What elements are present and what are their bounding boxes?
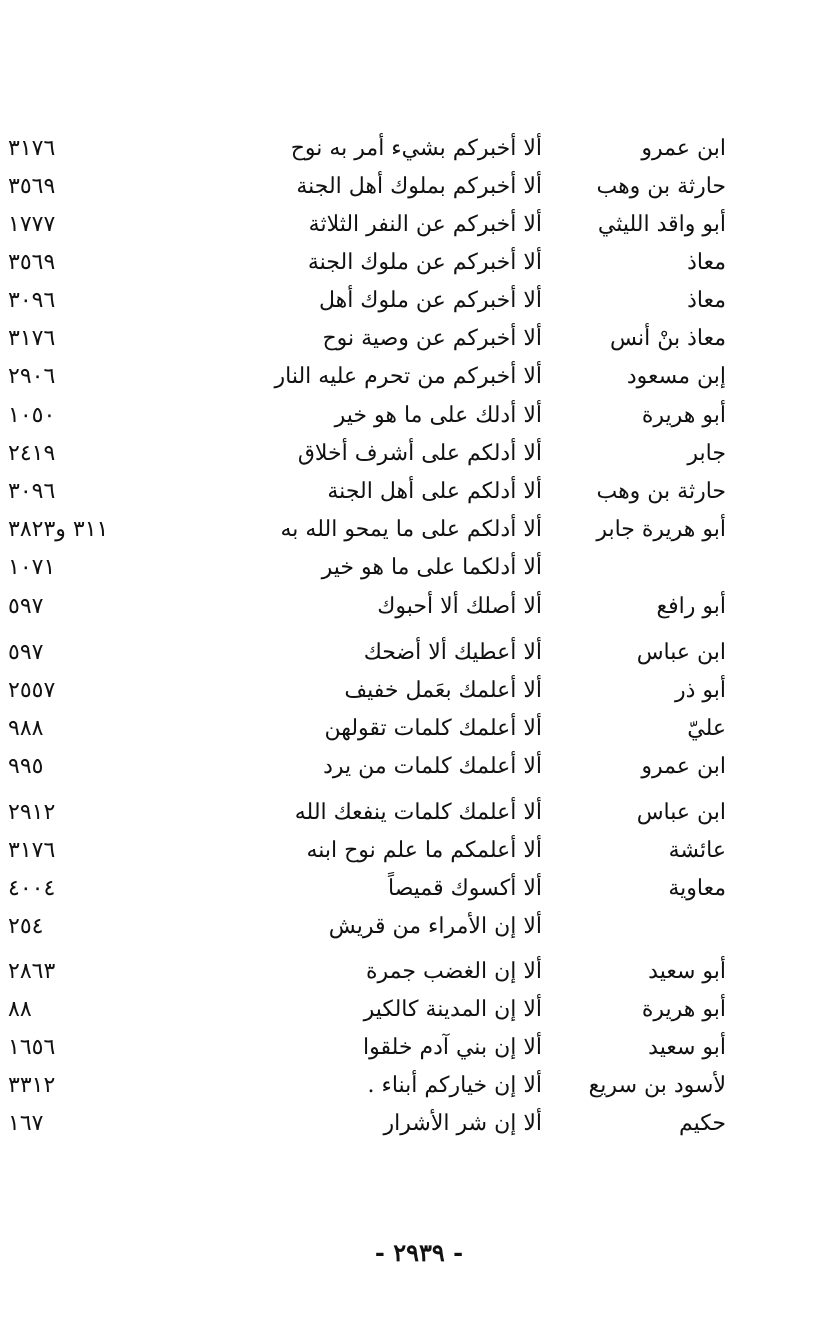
narrator-name: أبو هريرة — [641, 997, 726, 1022]
hadith-opening: ألا أخبركم عن النفر الثلاثة — [308, 212, 542, 237]
hadith-number: ١٠٧١ — [8, 555, 56, 580]
hadith-number: ١٦٧ — [8, 1111, 44, 1136]
narrator-name: لأسود بن سريع — [588, 1073, 726, 1098]
narrator-name: أبو ذر — [674, 678, 726, 703]
hadith-number: ٢٩١٢ — [8, 800, 56, 825]
narrator-name: أبو سعيد — [648, 959, 726, 984]
index-row — [0, 710, 838, 748]
narrator-name: إبن مسعود — [626, 364, 726, 389]
index-row — [0, 672, 838, 710]
hadith-number: ٣٥٦٩ — [8, 250, 56, 275]
hadith-number: ٢٨٦٣ — [8, 959, 56, 984]
narrator-name: حارثة بن وهب — [596, 479, 726, 504]
hadith-opening: ألا أدلكما على ما هو خير — [321, 555, 542, 580]
index-row — [0, 1067, 838, 1105]
hadith-number: ٣٣١٢ — [8, 1073, 56, 1098]
index-row — [0, 748, 838, 786]
narrator-name: ابن عباس — [636, 640, 726, 665]
index-row — [0, 244, 838, 282]
hadith-opening: ألا أعلمك بعَمل خفيف — [344, 678, 542, 703]
hadith-number: ٢٩٠٦ — [8, 364, 56, 389]
index-row — [0, 282, 838, 320]
narrator-name: أبو رافع — [656, 594, 726, 619]
hadith-opening: ألا أخبركم بملوك أهل الجنة — [296, 174, 542, 199]
hadith-opening: ألا أدلكم على أشرف أخلاق — [297, 441, 542, 466]
hadith-opening: ألا أدلكم على ما يمحو الله به — [280, 517, 542, 542]
index-row — [0, 435, 838, 473]
hadith-number: ٨٨ — [8, 997, 32, 1022]
narrator-name — [556, 549, 726, 587]
narrator-name: معاوية — [668, 876, 726, 901]
index-row — [0, 991, 838, 1029]
index-row — [0, 320, 838, 358]
index-row — [0, 908, 838, 946]
hadith-number: ١٠٥٠ — [8, 403, 56, 428]
hadith-number: ٩٨٨ — [8, 716, 44, 741]
hadith-opening: ألا أخبركم عن ملوك أهل — [318, 288, 542, 313]
index-row — [0, 832, 838, 870]
index-row — [0, 1105, 838, 1143]
hadith-number: ٥٩٧ — [8, 640, 44, 665]
hadith-opening: ألا أعلمك كلمات من يرد — [323, 754, 542, 779]
hadith-opening: ألا أخبركم من تحرم عليه النار — [274, 364, 542, 389]
hadith-number: ١٦٥٦ — [8, 1035, 56, 1060]
narrator-name: معاذ بنْ أنس — [609, 326, 726, 351]
narrator-name: أبو هريرة جابر — [596, 517, 726, 542]
hadith-number: ٣٠٩٦ — [8, 288, 56, 313]
hadith-opening: ألا إن بني آدم خلقوا — [362, 1035, 542, 1060]
hadith-number: ٢٥٤ — [8, 914, 44, 939]
hadith-number: ٥٩٧ — [8, 594, 44, 619]
narrator-name: حارثة بن وهب — [596, 174, 726, 199]
narrator-name — [556, 908, 726, 946]
hadith-opening: ألا إن خياركم أبناء . — [367, 1073, 542, 1098]
hadith-opening: ألا أخبركم عن ملوك الجنة — [307, 250, 542, 275]
hadith-opening: ألا أعلمك كلمات تقولهن — [324, 716, 542, 741]
narrator-name: أبو واقد الليثي — [597, 212, 726, 237]
narrator-name: ابن عباس — [636, 800, 726, 825]
hadith-number: ٣١٧٦ — [8, 838, 56, 863]
hadith-opening: ألا أدلكم على أهل الجنة — [327, 479, 542, 504]
index-row — [0, 634, 838, 672]
narrator-name: عليّ — [687, 716, 726, 741]
index-row — [0, 473, 838, 511]
index-row — [0, 206, 838, 244]
hadith-number: ٣٠٩٦ — [8, 479, 56, 504]
narrator-name: أبو سعيد — [648, 1035, 726, 1060]
hadith-opening: ألا إن الغضب جمرة — [366, 959, 542, 984]
index-row — [0, 130, 838, 168]
narrator-name: عائشة — [668, 838, 726, 863]
hadith-number: ٣١٧٦ — [8, 326, 56, 351]
hadith-opening: ألا أخبركم بشيء أمر به نوح — [290, 136, 542, 161]
hadith-number: ٩٩٥ — [8, 754, 44, 779]
hadith-number: ٢٥٥٧ — [8, 678, 56, 703]
hadith-opening: ألا أدلك على ما هو خير — [334, 403, 542, 428]
narrator-name: ابن عمرو — [641, 754, 726, 779]
narrator-name: معاذ — [687, 288, 726, 313]
hadith-number: ٢٤١٩ — [8, 441, 56, 466]
index-row — [0, 397, 838, 435]
hadith-opening: ألا أكسوك قميصاً — [387, 876, 542, 901]
index-row — [0, 549, 838, 587]
narrator-name: أبو هريرة — [641, 403, 726, 428]
index-row — [0, 588, 838, 626]
hadith-number: ٣٥٦٩ — [8, 174, 56, 199]
narrator-name: ابن عمرو — [641, 136, 726, 161]
index-row — [0, 168, 838, 206]
hadith-opening: ألا إن شر الأشرار — [383, 1111, 542, 1136]
hadith-opening: ألا أصلك ألا أحبوك — [377, 594, 542, 619]
index-row — [0, 953, 838, 991]
narrator-name: جابر — [687, 441, 726, 466]
narrator-name: حكيم — [678, 1111, 726, 1136]
index-row — [0, 1029, 838, 1067]
hadith-number: ٣١٧٦ — [8, 136, 56, 161]
narrator-name: معاذ — [687, 250, 726, 275]
hadith-opening: ألا أخبركم عن وصية نوح — [322, 326, 542, 351]
hadith-opening: ألا أعلمكم ما علم نوح ابنه — [306, 838, 542, 863]
index-row — [0, 870, 838, 908]
hadith-opening: ألا أعطيك ألا أضحك — [363, 640, 542, 665]
hadith-opening: ألا إن المدينة كالكير — [363, 997, 542, 1022]
page-number: - ٢٩٣٩ - — [374, 1238, 464, 1267]
hadith-opening: ألا إن الأمراء من قريش — [328, 914, 542, 939]
hadith-number: ٣١١ و٣٨٢٣ — [8, 517, 109, 542]
hadith-number: ٤٠٠٤ — [8, 876, 56, 901]
index-row — [0, 794, 838, 832]
hadith-number: ١٧٧٧ — [8, 212, 56, 237]
hadith-opening: ألا أعلمك كلمات ينفعك الله — [294, 800, 542, 825]
index-row — [0, 511, 838, 549]
index-row — [0, 358, 838, 396]
